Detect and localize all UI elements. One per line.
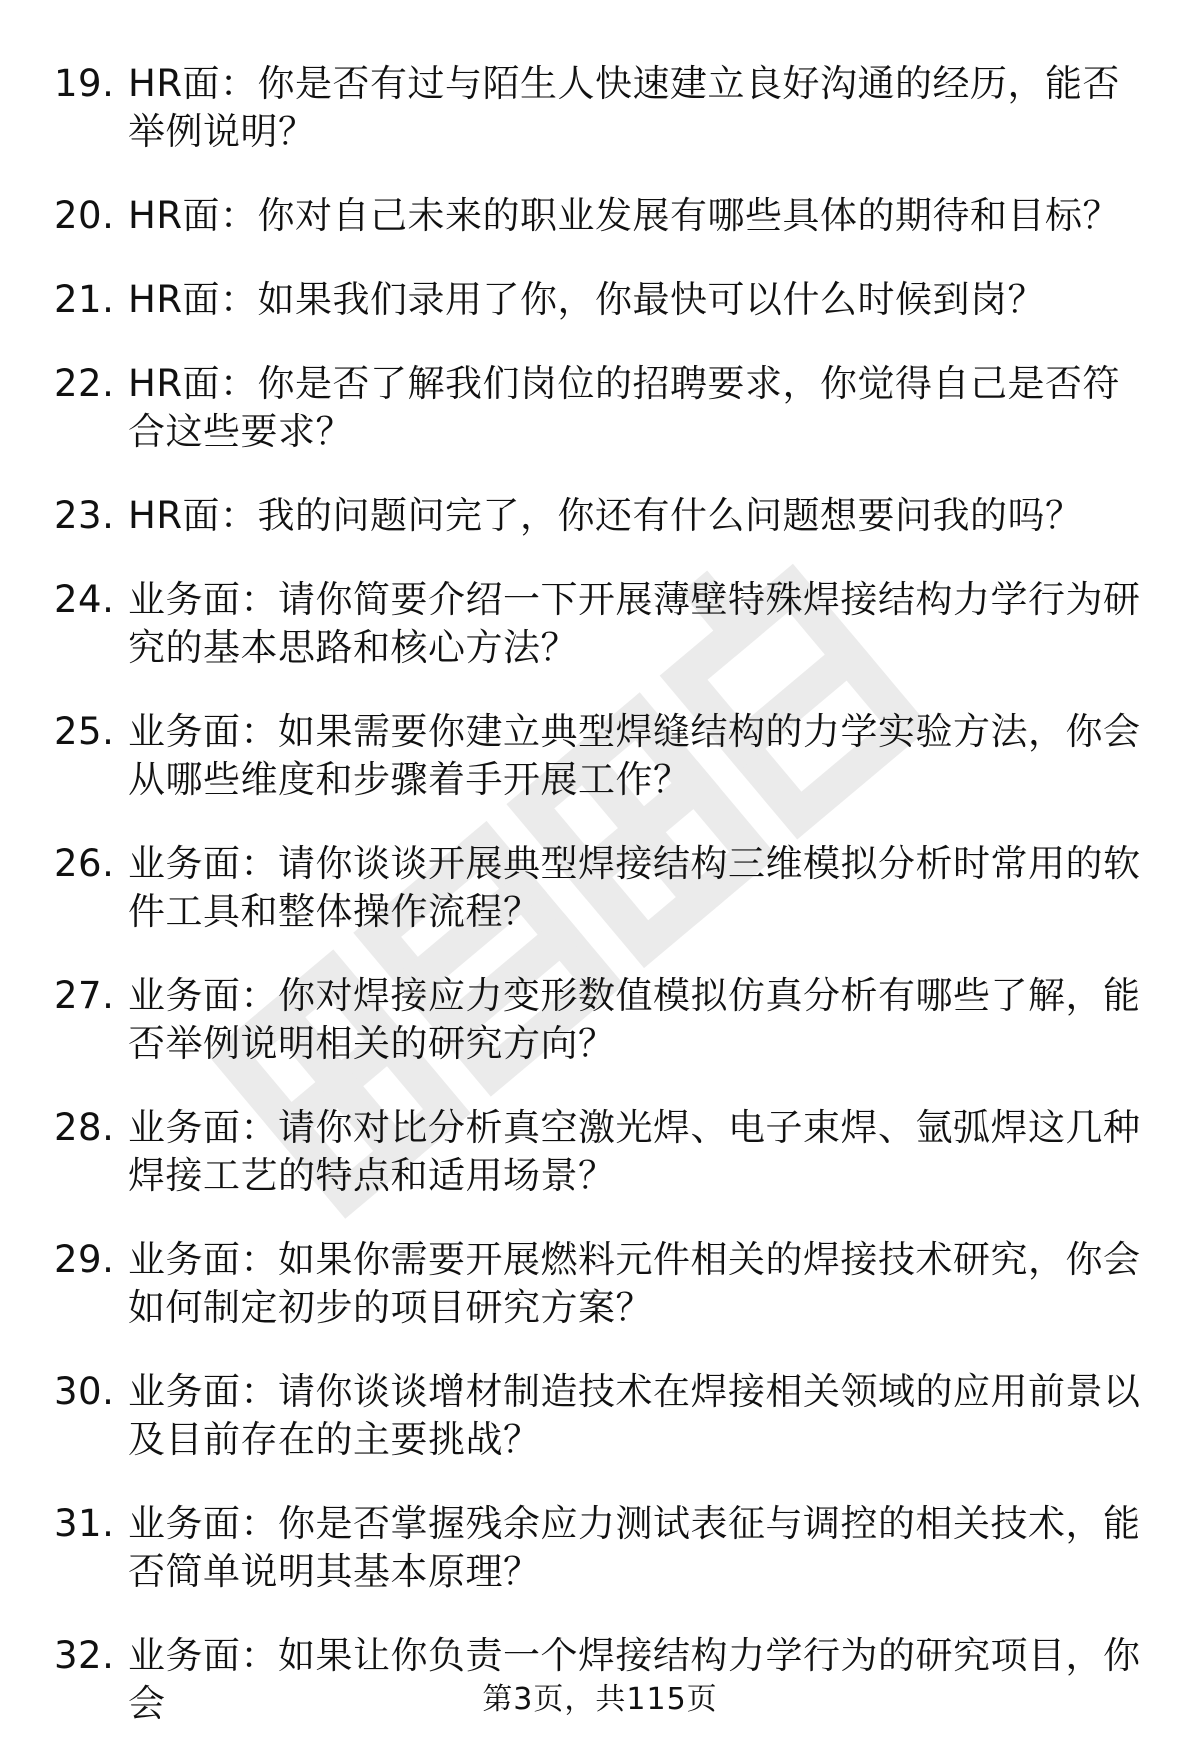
question-text: 业务面：如果你需要开展燃料元件相关的焊接技术研究，你会如何制定初步的项目研究方案？ [128,1238,1141,1329]
question-number: 29. [54,1238,115,1281]
question-item [54,1236,1154,1332]
question-item [54,492,1154,540]
question-number: 24. [54,578,115,621]
question-item [54,276,1154,324]
question-item [54,360,1154,456]
question-text: HR面：你是否了解我们岗位的招聘要求，你觉得自己是否符合这些要求？ [128,362,1121,453]
question-text: HR面：你是否有过与陌生人快速建立良好沟通的经历，能否举例说明？ [128,62,1121,153]
question-item [54,192,1154,240]
question-text: 业务面：你对焊接应力变形数值模拟仿真分析有哪些了解，能否举例说明相关的研究方向？ [128,974,1141,1065]
question-list [54,60,1154,1764]
question-item [54,1104,1154,1200]
question-item [54,1368,1154,1464]
question-number: 21. [54,278,115,321]
question-item [54,972,1154,1068]
question-text: 业务面：请你谈谈开展典型焊接结构三维模拟分析时常用的软件工具和整体操作流程？ [128,842,1141,933]
question-number: 22. [54,362,115,405]
question-text: 业务面：如果需要你建立典型焊缝结构的力学实验方法，你会从哪些维度和步骤着手开展工作？ [128,710,1141,801]
question-number: 27. [54,974,115,1017]
question-text: 业务面：请你对比分析真空激光焊、电子束焊、氩弧焊这几种焊接工艺的特点和适用场景？ [128,1106,1141,1197]
question-number: 23. [54,494,115,537]
question-item [54,840,1154,936]
question-text: 业务面：请你简要介绍一下开展薄壁特殊焊接结构力学行为研究的基本思路和核心方法？ [128,578,1141,669]
question-item [54,576,1154,672]
question-number: 32. [54,1634,115,1677]
question-item [54,708,1154,804]
question-number: 19. [54,62,115,105]
question-number: 25. [54,710,115,753]
question-number: 30. [54,1370,115,1413]
question-text: HR面：如果我们录用了你，你最快可以什么时候到岗？ [128,278,1046,321]
question-text: 业务面：你是否掌握残余应力测试表征与调控的相关技术，能否简单说明其基本原理？ [128,1502,1141,1593]
question-number: 31. [54,1502,115,1545]
question-item [54,1500,1154,1596]
question-text: HR面：我的问题问完了，你还有什么问题想要问我的吗？ [128,494,1083,537]
question-number: 28. [54,1106,115,1149]
question-text: 业务面：请你谈谈增材制造技术在焊接相关领域的应用前景以及目前存在的主要挑战？ [128,1370,1141,1461]
question-item [54,60,1154,156]
question-number: 26. [54,842,115,885]
question-text: HR面：你对自己未来的职业发展有哪些具体的期待和目标？ [128,194,1121,237]
question-number: 20. [54,194,115,237]
page-footer: 第3页，共115页 [482,1682,718,1717]
question-text: 业务面：如果让你负责一个焊接结构力学行为的研究项目，你会 [128,1634,1141,1725]
